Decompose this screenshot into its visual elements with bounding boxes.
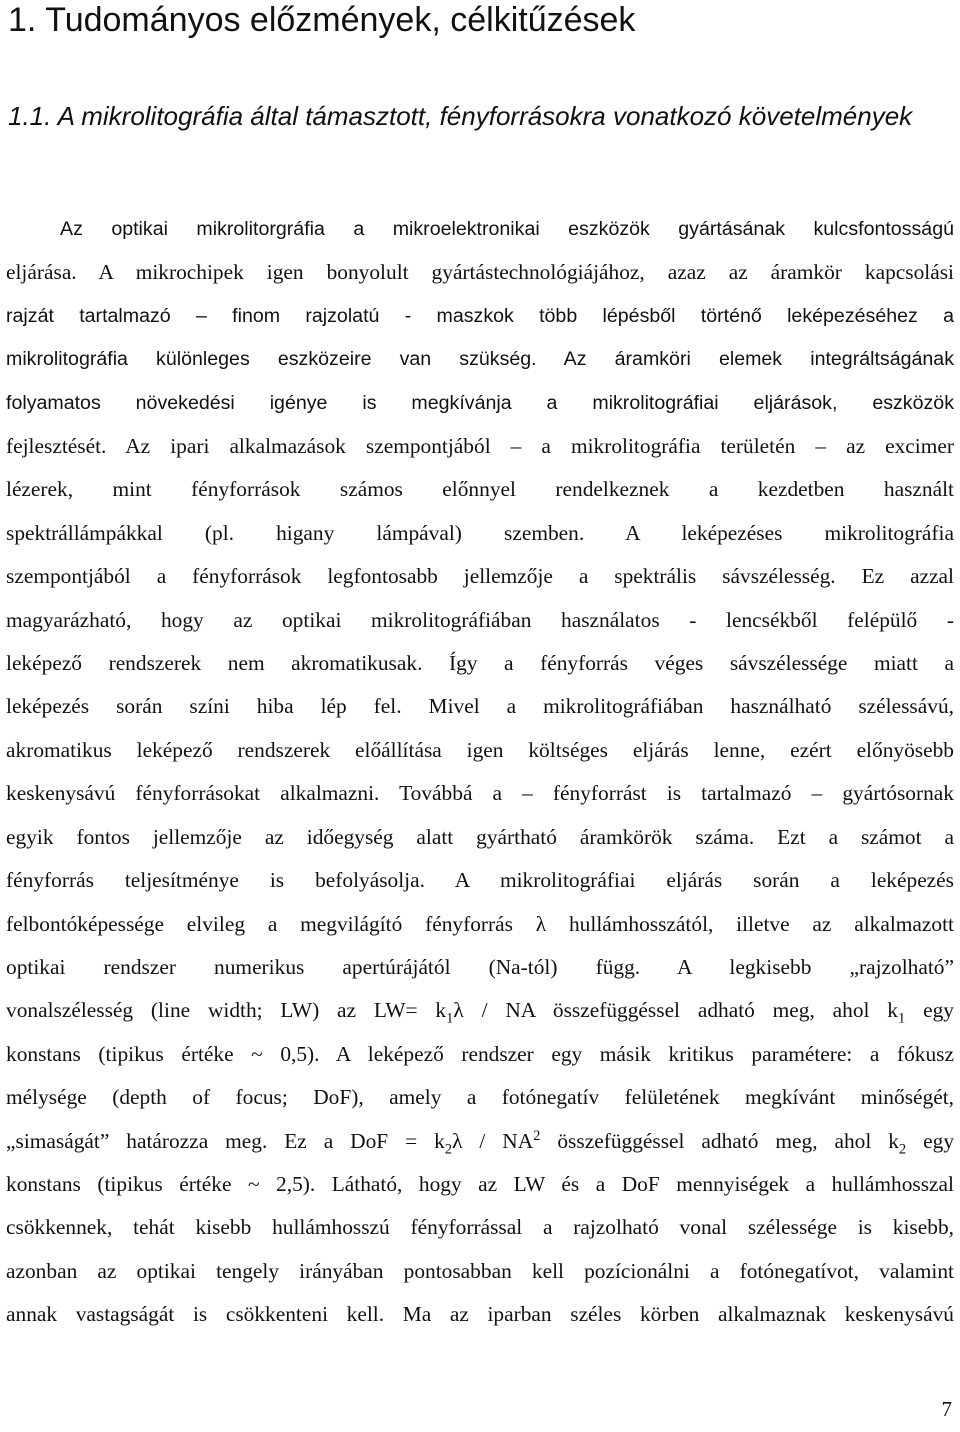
text-line: lézerek, mint fényforrások számos előnnyel rendelkeznek a kezdetben használt — [6, 477, 954, 502]
text-fragment: összefüggéssel adható meg, ahol k — [540, 1128, 899, 1153]
text-line: konstans (tipikus értéke ~ 2,5). Látható, hogy az LW és a DoF mennyiségek a hullámhosszal — [6, 1171, 954, 1196]
text-fragment: λ / NA — [452, 1128, 534, 1153]
body-paragraph — [6, 208, 954, 1337]
text-line-part: eljárása. A mikrochipek igen bonyolult gyártástechnológiájához, azaz az áramkör kapcsolási — [6, 260, 954, 285]
subscript: 2 — [444, 1140, 453, 1157]
text-line: optikai rendszer numerikus apertúrájától (Na-tól) függ. A legkisebb „rajzolható” — [6, 954, 954, 979]
subscript: 1 — [446, 1010, 454, 1027]
subscript: 1 — [898, 1010, 906, 1027]
text-fragment: egy — [905, 998, 954, 1023]
text-line: azonban az optikai tengely irányában pontosabban kell pozícionálni a fotónegatívot, valamint — [6, 1258, 954, 1283]
text-line: konstans (tipikus értéke ~ 0,5). A leképező rendszer egy másik kritikus paramétere: a fókusz — [6, 1041, 954, 1066]
text-fragment: egy — [906, 1128, 955, 1153]
text-line: mélysége (depth of focus; DoF), amely a fotónegatív felületének megkívánt minőségét, — [6, 1085, 954, 1110]
formula-line-lw — [6, 989, 954, 1032]
text-line: egyik fontos jellemzője az időegység alatt gyártható áramkörök száma. Ezt a számot a — [6, 824, 954, 849]
text-line: leképező rendszerek nem akromatikusak. Így a fényforrás véges sávszélessége miatt a — [6, 651, 954, 676]
section-heading: 1. Tudományos előzmények, célkitűzések — [8, 1, 636, 39]
text-line: folyamatos növekedési igénye is megkívánja a mikrolitográfiai eljárások, eszközök — [6, 391, 954, 414]
formula-line-dof — [6, 1120, 954, 1163]
text-line: magyarázható, hogy az optikai mikrolitográfiában használatos - lencsékből felépülő - — [6, 607, 954, 632]
page-number: 7 — [941, 1397, 952, 1421]
text-line: mikrolitográfia különleges eszközeire van szükség. Az áramköri elemek integráltságának — [6, 348, 954, 371]
text-line: leképezés során színi hiba lép fel. Mivel a mikrolitográfiában használható szélessávú, — [6, 694, 954, 719]
subsection-heading: 1.1. A mikrolitográfia által támasztott, fényforrásokra vonatkozó követelmények — [8, 101, 913, 131]
text-fragment: vonalszélesség (line width; LW) az LW= k — [6, 998, 447, 1023]
text-line: akromatikus leképező rendszerek előállítása igen költséges eljárás lenne, ezért előnyösebb — [6, 737, 954, 762]
text-line — [6, 251, 954, 294]
text-line: fejlesztését. Az ipari alkalmazások szempontjából – a mikrolitográfia területén – az excimer — [6, 434, 954, 459]
text-line: szempontjából a fényforrások legfontosabb jellemzője a spektrális sávszélesség. Ez azzal — [6, 564, 954, 589]
text-line: Az optikai mikrolitorgráfia a mikroelektronikai eszközök gyártásának kulcsfontosságú — [60, 218, 954, 240]
subscript: 2 — [898, 1140, 907, 1157]
text-fragment: „simaságát” határozza meg. Ez a DoF = k — [6, 1128, 445, 1153]
superscript: 2 — [533, 1127, 541, 1144]
text-line: fényforrás teljesítménye is befolyásolja. A mikrolitográfiai eljárás során a leképezés — [6, 868, 954, 893]
text-line: felbontóképessége elvileg a megvilágító fényforrás λ hullámhosszától, illetve az alkalmazott — [6, 911, 954, 936]
text-line: annak vastagságát is csökkenteni kell. Ma az iparban széles körben alkalmaznak keskenysávú — [6, 1302, 954, 1327]
text-line: keskenysávú fényforrásokat alkalmazni. Továbbá a – fényforrást is tartalmazó – gyártósornak — [6, 781, 954, 806]
text-line: rajzát tartalmazó – finom rajzolatú - maszkok több lépésből történő leképezéséhez a — [6, 304, 954, 327]
text-line: spektrállámpákkal (pl. higany lámpával) szemben. A leképezéses mikrolitográfia — [6, 520, 954, 545]
text-line: csökkennek, tehát kisebb hullámhosszú fényforrással a rajzolható vonal szélessége is kisebb, — [6, 1215, 954, 1240]
text-fragment: λ / NA összefüggéssel adható meg, ahol k — [453, 998, 898, 1023]
